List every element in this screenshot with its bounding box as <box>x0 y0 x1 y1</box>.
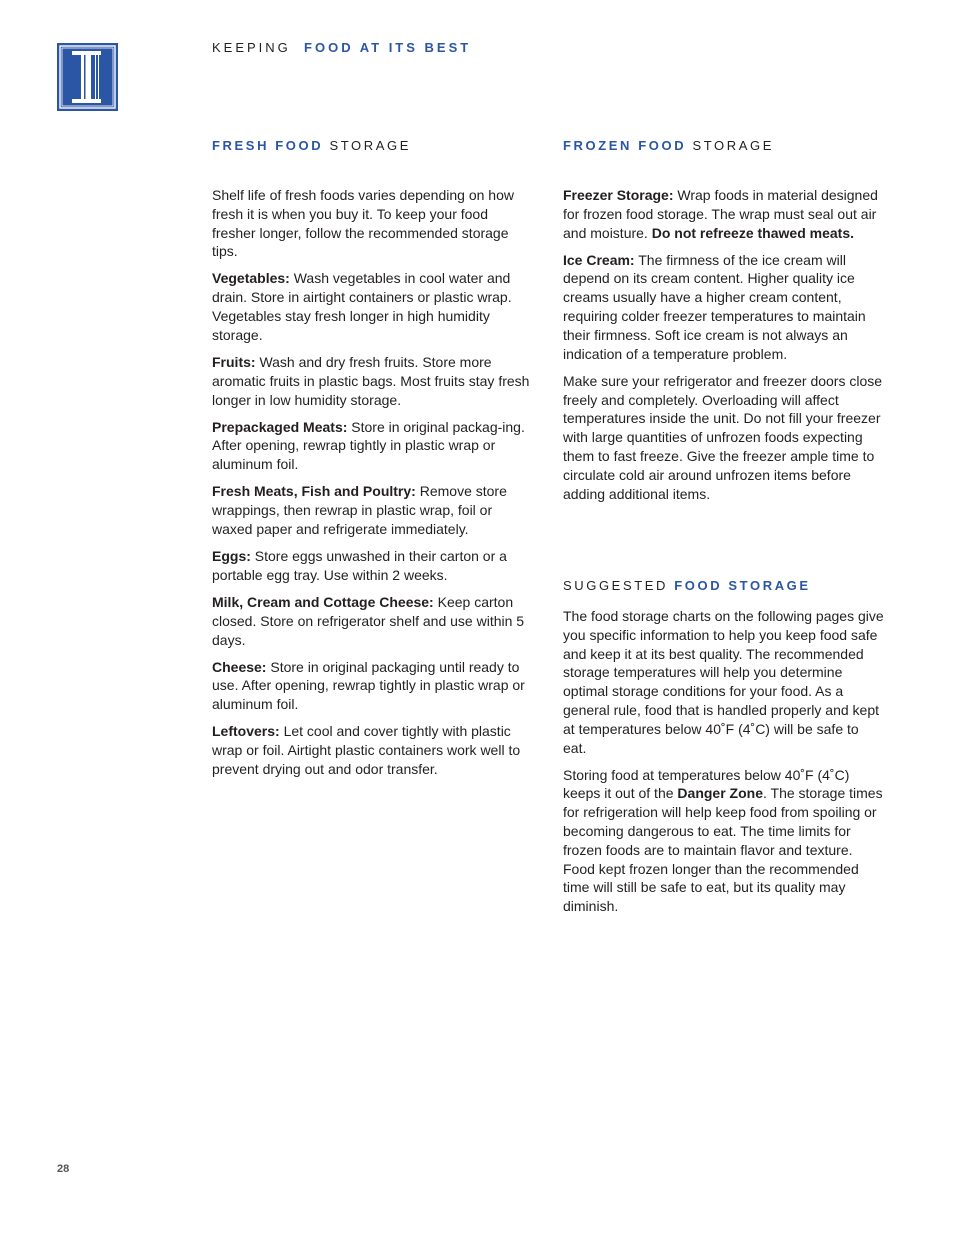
tip-fresh-meats <box>212 482 534 538</box>
tip-milk <box>212 593 534 649</box>
tip-fruits <box>212 353 534 409</box>
frozen-heading-accent: FROZEN FOOD <box>563 138 687 153</box>
frozen-food-heading <box>563 138 774 153</box>
header-prefix: KEEPING <box>212 40 291 55</box>
tip-text: Let cool and cover tightly with plastic wrap or foil. Airtight plastic containers work well to prevent drying out and odor transfer. <box>212 723 521 777</box>
doors-paragraph: Make sure your refrigerator and freezer doors close freely and completely. Overloading will affect temperatures inside the unit. Do not fill your freezer with large quantities of unfrozen foods expecting them to fast freeze. Give the freezer ample time to circulate cold air around unfrozen items before adding additional items. <box>563 372 883 502</box>
tip-term: Vegetables: <box>212 270 290 287</box>
tip-text: Store eggs unwashed in their carton or a portable egg tray. Use within 2 weeks. <box>212 548 507 583</box>
tip-term: Cheese: <box>212 658 267 675</box>
suggested-storage-heading <box>563 578 811 593</box>
freezer-term: Freezer Storage: <box>563 187 674 203</box>
header-title: FOOD AT ITS BEST <box>304 40 472 55</box>
brand-logo-icon <box>57 43 118 111</box>
tip-vegetables <box>212 269 534 344</box>
suggested-paragraph-2 <box>563 766 885 916</box>
tip-term: Fresh Meats, Fish and Poultry: <box>212 483 416 500</box>
tip-leftovers <box>212 722 534 778</box>
tip-term: Leftovers: <box>212 723 280 740</box>
suggested-paragraph-1: The food storage charts on the following pages give you specific information to help you keep food safe and keep it at its best quality. The recommended storage temperatures will help you determine optimal storage conditions for your food. As a general rule, food that is handled properly and kept at temperatures below 40˚F (4˚C) will be safe to eat. <box>563 608 884 756</box>
frozen-heading-rest: STORAGE <box>692 138 774 153</box>
tip-text: Store in original packaging until ready to use. After opening, rewrap tightly in plastic wrap or aluminum foil. <box>212 658 525 713</box>
tip-term: Eggs: <box>212 548 251 565</box>
tip-term: Fruits: <box>212 353 256 370</box>
suggested-heading-accent: FOOD STORAGE <box>674 578 811 593</box>
tip-eggs <box>212 547 534 585</box>
fresh-heading-accent: FRESH FOOD <box>212 138 324 153</box>
fresh-intro: Shelf life of fresh foods varies depending on how fresh it is when you buy it. To keep your food fresher longer, follow the recommended storage tips. <box>212 187 514 260</box>
freezer-warning: Do not refreeze thawed meats. <box>651 224 854 241</box>
tip-text: Wash vegetables in cool water and drain. Store in airtight containers or plastic wrap. Vegetables stay fresh longer in high humidity storage. <box>212 270 512 343</box>
page-number: 28 <box>57 1163 70 1175</box>
fresh-heading-rest: STORAGE <box>329 138 411 153</box>
danger-zone-term: Danger Zone <box>677 785 763 802</box>
suggested-storage-column <box>563 607 885 924</box>
para2-start: Storing food at temperatures below 40˚F (4˚C) keeps it out of the <box>563 766 850 802</box>
freezer-text: Wrap foods in material designed for frozen food storage. The wrap must seal out air and moisture. <box>563 187 878 241</box>
icecream-term: Ice Cream: <box>563 251 635 268</box>
suggested-heading-rest: SUGGESTED <box>563 578 669 593</box>
freezer-storage-paragraph <box>563 186 885 242</box>
frozen-food-column <box>563 186 885 512</box>
tip-text: Wash and dry fresh fruits. Store more aromatic fruits in plastic bags. Most fruits stay fresh longer in low humidity storage. <box>212 353 530 408</box>
fresh-food-column <box>212 186 534 787</box>
tip-term: Prepackaged Meats: <box>212 418 348 435</box>
tip-text: Keep carton closed. Store on refrigerator shelf and use within 5 days. <box>212 593 525 648</box>
tip-prepackaged-meats <box>212 418 534 474</box>
tip-term: Milk, Cream and Cottage Cheese: <box>212 593 434 610</box>
tip-text: Store in original packag-ing. After opening, rewrap tightly in plastic wrap or aluminum foil. <box>212 418 525 473</box>
para2-end: . The storage times for refrigeration will help keep food from spoiling or becoming dangerous to eat. The time limits for frozen foods are to maintain flavor and texture. Food kept frozen longer than the recommended time will still be safe to eat, but its quality may diminish. <box>563 785 883 915</box>
tip-cheese <box>212 658 534 714</box>
ice-cream-paragraph <box>563 251 885 364</box>
page-header <box>212 40 471 55</box>
fresh-food-heading <box>212 138 411 153</box>
tip-text: Remove store wrappings, then rewrap in plastic wrap, foil or waxed paper and refrigerate immediately. <box>212 483 507 537</box>
icecream-text: The firmness of the ice cream will depend on its cream content. Higher quality ice creams usually have a higher cream content, requiring colder freezer temperatures to maintain their firmness. Soft ice cream is not always an indication of a temperature problem. <box>563 251 866 362</box>
